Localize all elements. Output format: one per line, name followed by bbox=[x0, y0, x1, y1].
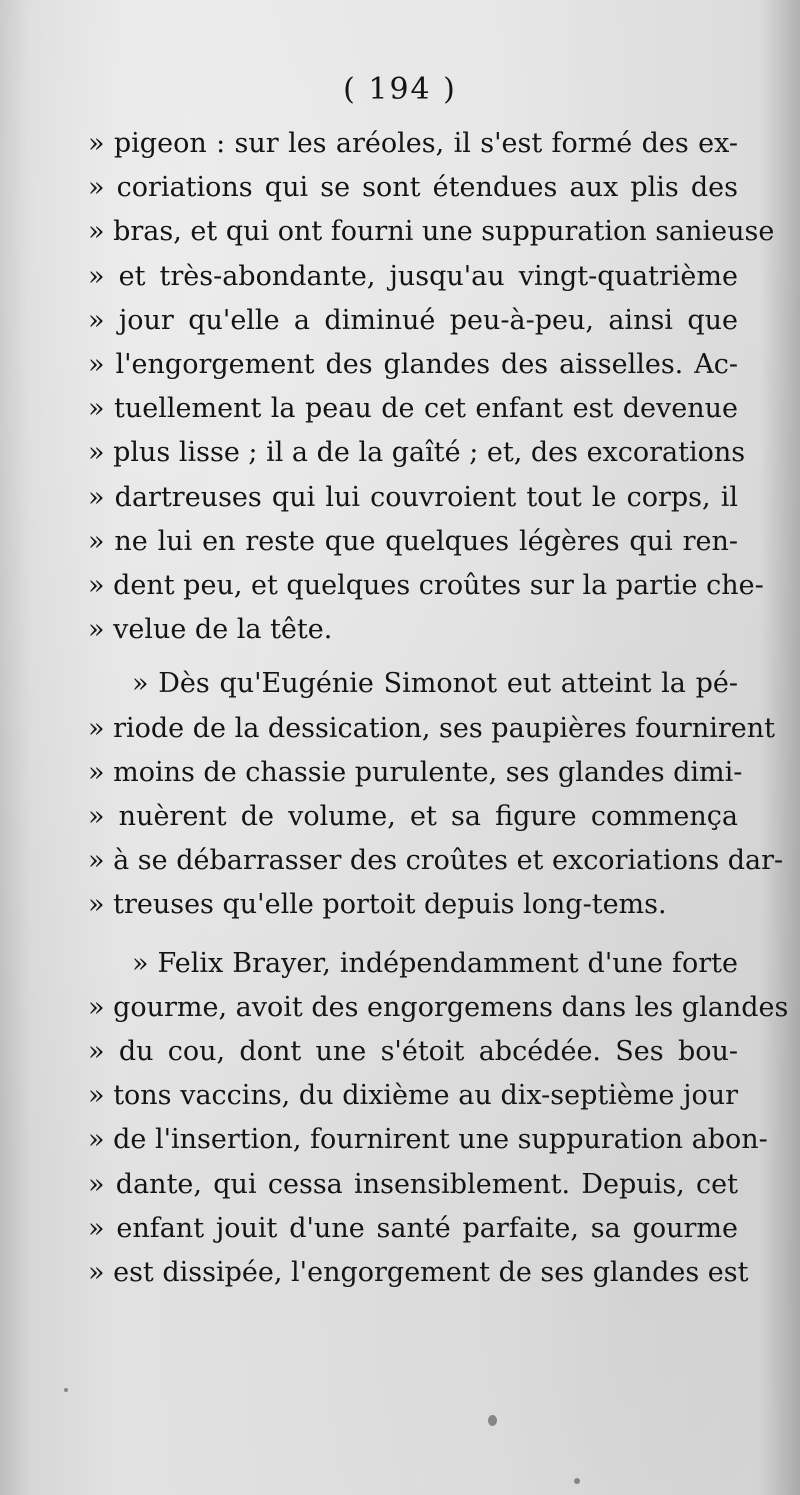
text-line: » pigeon : sur les aréoles, il s'est formé des ex- bbox=[88, 128, 738, 159]
text-line: » riode de la dessication, ses paupières fournirent bbox=[88, 712, 775, 744]
text-line: » gourme, avoit des engorgemens dans les glandes bbox=[88, 991, 789, 1023]
paragraph-3 bbox=[88, 942, 789, 1296]
text-line: » treuses qu'elle portoit depuis long-tems. bbox=[88, 889, 667, 921]
text-line: » jour qu'elle a diminué peu-à-peu, ainsi que bbox=[88, 304, 738, 336]
text-line: » tons vaccins, du dixième au dix-septième jour bbox=[88, 1080, 738, 1112]
text-line: » plus lisse ; il a de la gaîté ; et, des excorations bbox=[88, 437, 746, 469]
paper-speck bbox=[574, 1478, 580, 1484]
text-line: » Dès qu'Eugénie Simonot eut atteint la pé- bbox=[132, 668, 738, 700]
paragraph-1 bbox=[88, 122, 775, 652]
body-text bbox=[88, 122, 789, 1295]
text-line: » du cou, dont une s'étoit abcédée. Ses bou- bbox=[88, 1036, 738, 1068]
paper-speck bbox=[64, 1388, 68, 1392]
text-line: » coriations qui se sont étendues aux plis des bbox=[88, 172, 738, 204]
text-line: » est dissipée, l'engorgement de ses glandes est bbox=[88, 1257, 749, 1289]
text-line: » nuèrent de volume, et sa figure commença bbox=[88, 801, 738, 833]
text-line: » et très-abondante, jusqu'au vingt-quatrième bbox=[88, 260, 738, 292]
text-line: » velue de la tête. bbox=[88, 614, 333, 646]
text-line: » Felix Brayer, indépendamment d'une forte bbox=[132, 947, 738, 979]
text-line: » dartreuses qui lui couvroient tout le corps, il bbox=[88, 481, 738, 513]
text-line: » tuellement la peau de cet enfant est devenue bbox=[88, 393, 738, 425]
text-line: » bras, et qui ont fourni une suppuration sanieuse bbox=[88, 216, 775, 248]
paragraph-2 bbox=[88, 662, 784, 927]
text-line: » moins de chassie purulente, ses glandes dimi- bbox=[88, 756, 743, 788]
text-line: » dent peu, et quelques croûtes sur la partie che- bbox=[88, 570, 764, 602]
text-line: » enfant jouit d'une santé parfaite, sa gourme bbox=[88, 1212, 738, 1244]
page-number: ( 194 ) bbox=[343, 72, 457, 107]
text-line: » l'engorgement des glandes des aisselles. Ac- bbox=[88, 349, 738, 381]
text-line: » de l'insertion, fournirent une suppuration abon- bbox=[88, 1124, 768, 1156]
paper-speck bbox=[488, 1415, 497, 1426]
text-line: » ne lui en reste que quelques légères qui ren- bbox=[88, 525, 738, 557]
text-line: » dante, qui cessa insensiblement. Depuis, cet bbox=[88, 1168, 738, 1200]
text-line: » à se débarrasser des croûtes et excoriations dar- bbox=[88, 845, 784, 877]
